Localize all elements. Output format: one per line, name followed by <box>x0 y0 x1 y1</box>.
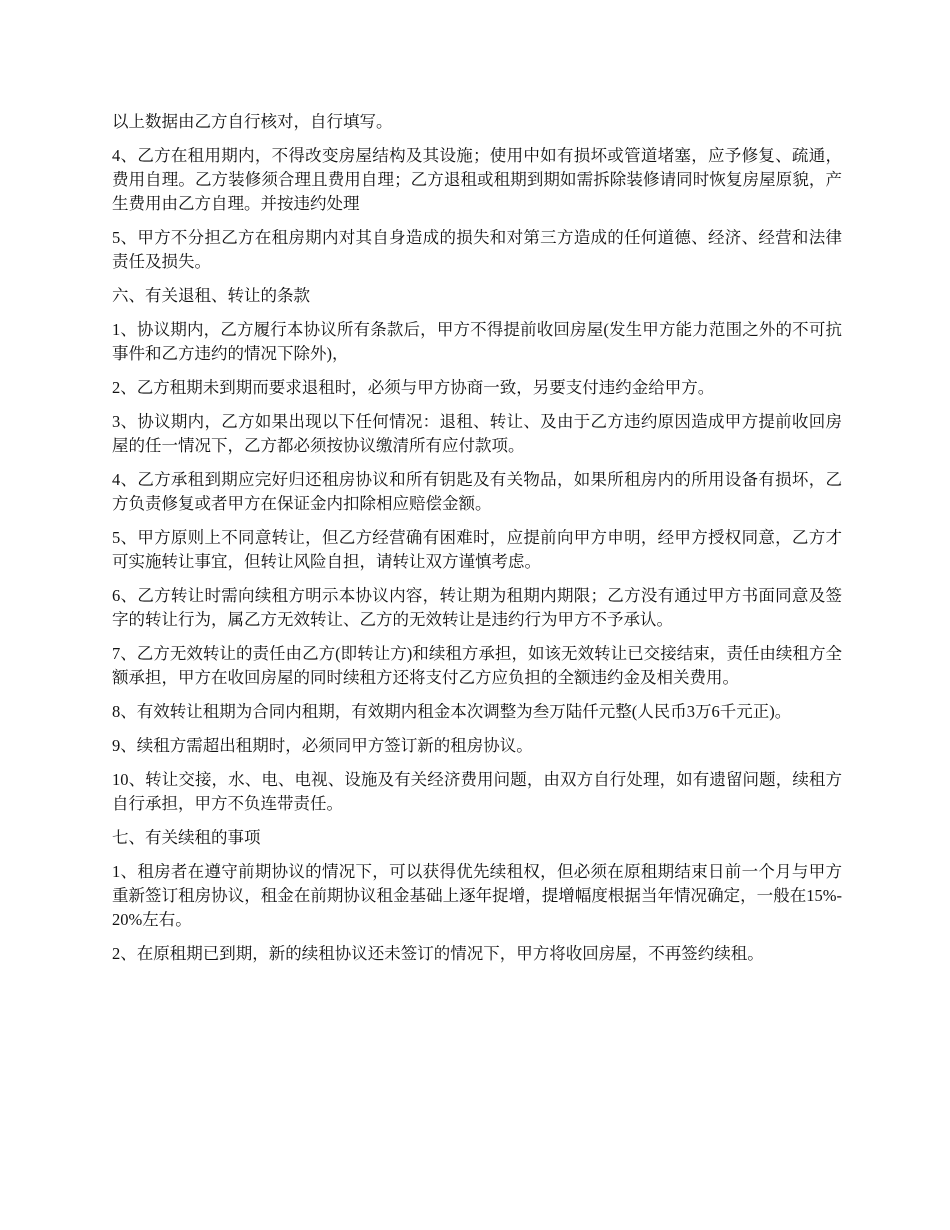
paragraph-termination-2: 2、乙方租期未到期而要求退租时，必须与甲方协商一致，另要支付违约金给甲方。 <box>112 378 715 397</box>
paragraph-clause-4-renovation: 4、乙方在租用期内，不得改变房屋结构及其设施；使用中如有损坏或管道堵塞，应予修复、疏通，费用自理。乙方装修须合理且费用自理；乙方退租或租期到期如需拆除装修请同时恢复房屋原貌，产生费用由乙方自理。并按违约处理 <box>112 146 842 213</box>
paragraph-termination-6: 6、乙方转让时需向续租方明示本协议内容，转让期为租期内期限；乙方没有通过甲方书面同意及签字的转让行为，属乙方无效转让、乙方的无效转让是违约行为甲方不予承认。 <box>112 586 842 629</box>
section-heading-renewal: 七、有关续租的事项 <box>112 828 261 847</box>
paragraph-renewal-2: 2、在原租期已到期，新的续租协议还未签订的情况下，甲方将收回房屋，不再签约续租。 <box>112 944 764 963</box>
paragraph-data-verification: 以上数据由乙方自行核对，自行填写。 <box>112 112 393 131</box>
paragraph-renewal-1: 1、租房者在遵守前期协议的情况下，可以获得优先续租权，但必须在原租期结束日前一个月与甲方重新签订租房协议，租金在前期协议租金基础上逐年捉增，提增幅度根据当年情况确定，一般在15%-20%左右。 <box>112 862 842 929</box>
paragraph-termination-7: 7、乙方无效转让的责任由乙方(即转让方)和续租方承担，如该无效转让已交接结束，责任由续租方全额承担，甲方在收回房屋的同时续租方还将支付乙方应负担的全额违约金及相关费用。 <box>112 644 842 687</box>
paragraph-termination-10: 10、转让交接，水、电、电视、设施及有关经济费用问题，由双方自行处理，如有遗留问题，续租方自行承担，甲方不负连带责任。 <box>112 770 842 813</box>
paragraph-termination-4: 4、乙方承租到期应完好归还租房协议和所有钥匙及有关物品，如果所租房内的所用设备有损坏，乙方负责修复或者甲方在保证金内扣除相应赔偿金额。 <box>112 470 842 513</box>
paragraph-termination-5: 5、甲方原则上不同意转让，但乙方经营确有困难时，应提前向甲方申明，经甲方授权同意，乙方才可实施转让事宜，但转让风险自担，请转让双方谨慎考虑。 <box>112 528 842 571</box>
paragraph-clause-5-liability: 5、甲方不分担乙方在租房期内对其自身造成的损失和对第三方造成的任何道德、经济、经营和法律责任及损失。 <box>112 228 842 271</box>
paragraph-termination-8: 8、有效转让租期为合同内租期，有效期内租金本次调整为叁万陆仟元整(人民币3万6千元正)。 <box>112 702 792 721</box>
paragraph-termination-9: 9、续租方需超出租期时，必须同甲方签订新的租房协议。 <box>112 736 533 755</box>
paragraph-termination-1: 1、协议期内，乙方履行本协议所有条款后，甲方不得提前收回房屋(发生甲方能力范围之外的不可抗事件和乙方违约的情况下除外)， <box>112 320 842 363</box>
section-heading-termination-transfer: 六、有关退租、转让的条款 <box>112 286 310 305</box>
document-page <box>112 110 842 976</box>
paragraph-termination-3: 3、协议期内，乙方如果出现以下任何情况：退租、转让、及由于乙方违约原因造成甲方提前收回房屋的任一情况下，乙方都必须按协议缴清所有应付款项。 <box>112 412 842 455</box>
